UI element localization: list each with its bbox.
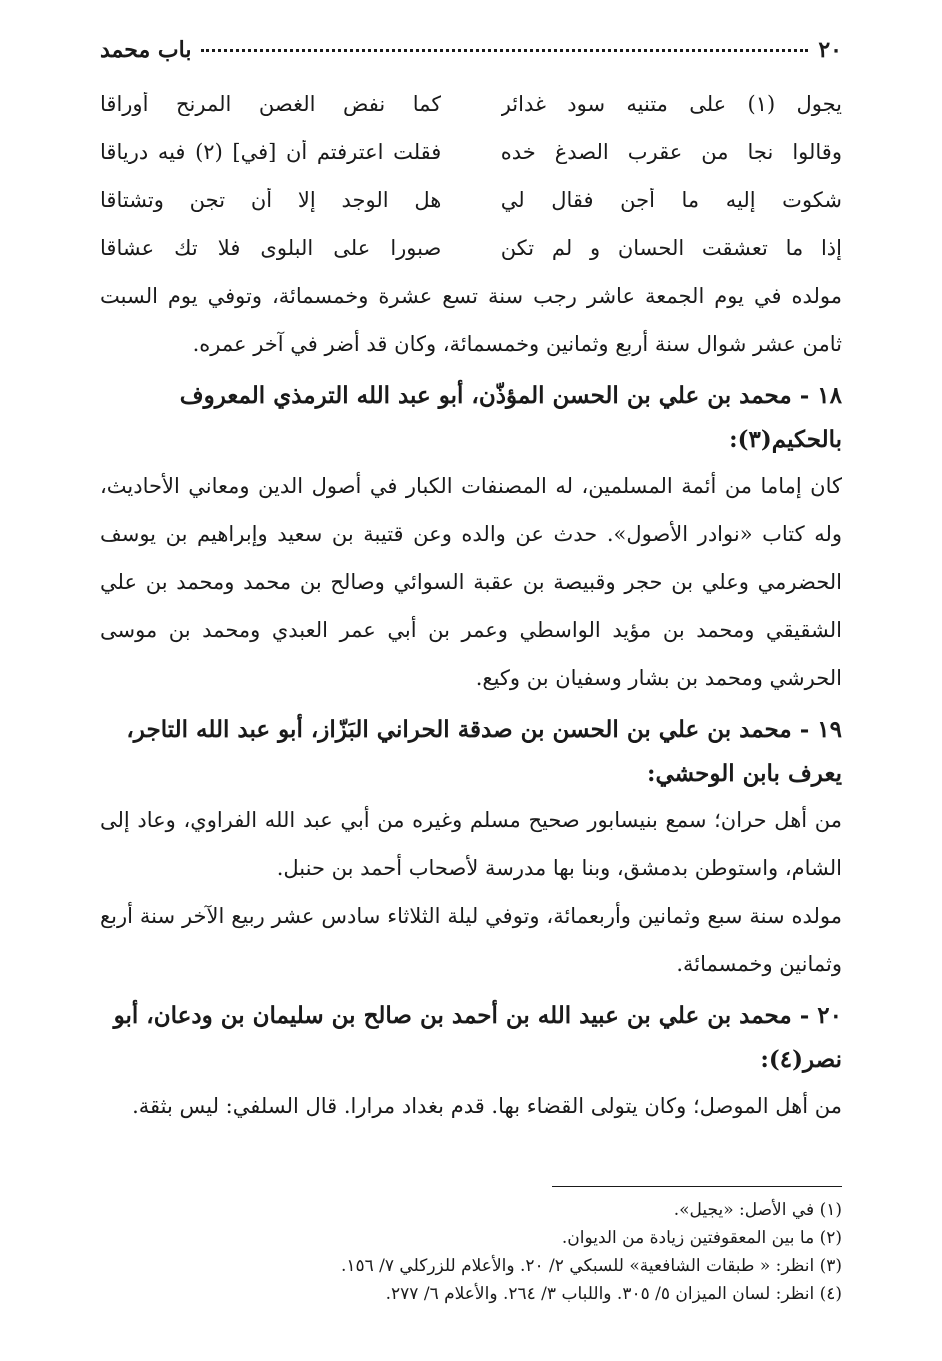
verse-first-hemistich: شكوت إليه ما أجن فقال لي xyxy=(500,188,842,212)
footnotes xyxy=(100,1196,842,1308)
header-leader-dots xyxy=(201,49,808,52)
paragraph-entry-20: من أهل الموصل؛ وكان يتولى القضاء بها. قدم بغداد مرارا. قال السلفي: ليس بثقة. xyxy=(132,1094,842,1118)
poem-verse xyxy=(100,80,842,128)
poem-verse xyxy=(100,176,842,224)
verse-second-hemistich: صبورا على البلوى فلا تك عشاقا xyxy=(100,236,442,260)
paragraph-entry-19b: مولده سنة سبع وثمانين وأربعمائة، وتوفي ليلة الثلاثاء سادس عشر ربيع الآخر سنة أربع وثمانين وخمسمائة. xyxy=(100,904,842,976)
page-number: ٢٠ xyxy=(818,37,842,63)
poem xyxy=(100,80,842,272)
verse-first-hemistich: وقالوا نجا من عقرب الصدغ خده xyxy=(500,140,842,164)
entry-heading-20: ٢٠ - محمد بن علي بن عبيد الله بن أحمد بن صالح بن سليمان بن ودعان، أبو نصر(٤): xyxy=(113,1002,842,1073)
footnote-2: (٢) ما بين المعقوفتين زيادة من الديوان. xyxy=(561,1228,842,1248)
running-header xyxy=(100,30,842,70)
entry-heading-19: ١٩ - محمد بن علي بن الحسن بن صدقة الحراني البَزّاز، أبو عبد الله التاجر، يعرف بابن الوحشي: xyxy=(126,716,842,787)
header-title: باب محمد xyxy=(100,37,192,63)
verse-first-hemistich: يجول (١) على متنيه سود غدائر xyxy=(500,92,842,116)
footnote-3: (٣) انظر: « طبقات الشافعية» للسبكي ٢/ ٢٠. والأعلام للزركلي ٧/ ١٥٦. xyxy=(340,1256,842,1276)
footnote-separator xyxy=(552,1186,842,1187)
verse-first-hemistich: إذا ما تعشقت الحسان و لم تكن xyxy=(500,236,842,260)
footnote-1: (١) في الأصل: «يجيل». xyxy=(673,1200,842,1220)
poem-verse xyxy=(100,224,842,272)
verse-second-hemistich: هل الوجد إلا أن تجن وتشتاقا xyxy=(100,188,442,212)
entry-heading-18: ١٨ - محمد بن علي بن الحسن المؤذّن، أبو عبد الله الترمذي المعروف بالحكيم(٣): xyxy=(179,382,842,453)
footnote-4: (٤) انظر: لسان الميزان ٥/ ٣٠٥. واللباب ٣/ ٢٦٤. والأعلام ٦/ ٢٧٧. xyxy=(385,1284,842,1304)
poem-verse xyxy=(100,128,842,176)
verse-second-hemistich: فقلت اعترفتم أن [في] (٢) فيه درياقا xyxy=(100,140,442,164)
verse-second-hemistich: كما نفض الغصن المرنح أوراقا xyxy=(100,92,442,116)
paragraph-birth-death: مولده في يوم الجمعة عاشر رجب سنة تسع عشرة وخمسمائة، وتوفي يوم السبت ثامن عشر شوال سنة أربع وثمانين وخمسمائة، وكان قد أضر في آخر عمره. xyxy=(100,284,842,356)
main-text xyxy=(100,76,842,1130)
paragraph-entry-18: كان إماما من أئمة المسلمين، له المصنفات الكبار في أصول الدين ومعاني الأحاديث، وله كتاب «نوادر الأصول». حدث عن والده وعن قتيبة بن سعيد وإبراهيم بن يوسف الحضرمي وعلي بن حجر وقبيصة بن عقبة السوائي وصالح بن محمد ومحمد بن علي الشقيقي ومحمد بن مؤيد الواسطي وعمر بن أبي عمر العبدي ومحمد بن موسى الحرشي ومحمد بن بشار وسفيان بن وكيع. xyxy=(100,474,842,690)
paragraph-entry-19a: من أهل حران؛ سمع بنيسابور صحيح مسلم وغيره من أبي عبد الله الفراوي، وعاد إلى الشام، واستوطن بدمشق، وبنا بها مدرسة لأصحاب أحمد بن حنبل. xyxy=(100,808,842,880)
